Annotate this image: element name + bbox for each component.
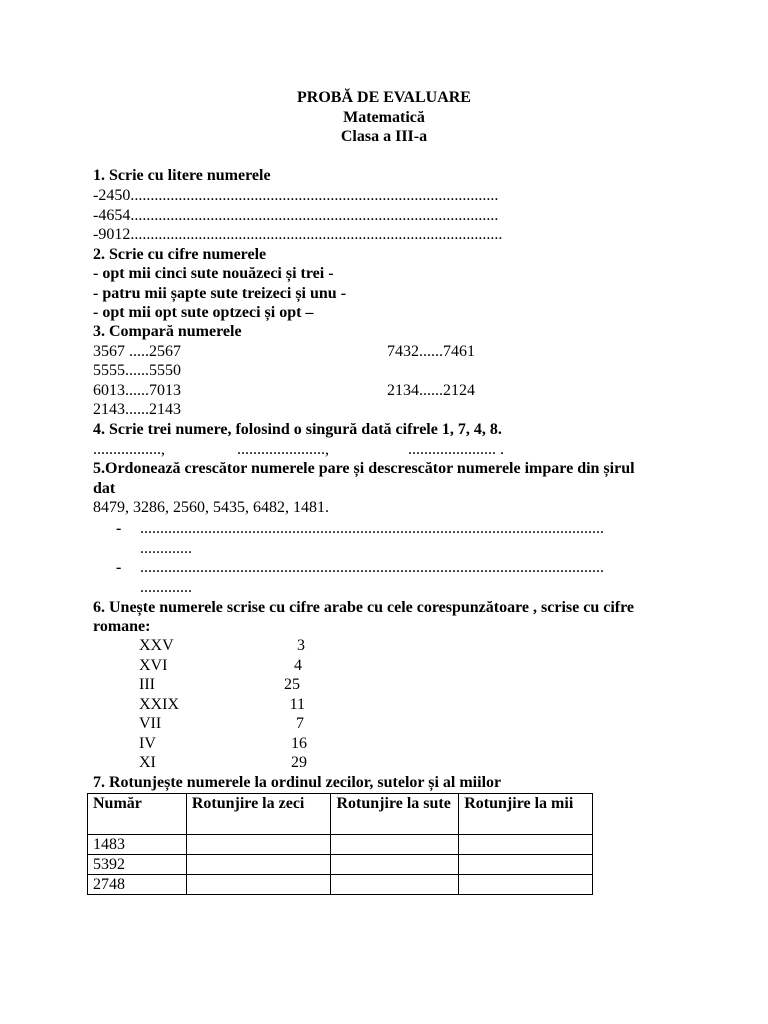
ex3-compare-item: 5555......5550 <box>93 362 181 379</box>
ex2-item: - patru mii șapte sute treizeci și unu - <box>93 285 347 302</box>
document-title: PROBĂ DE EVALUARE <box>297 89 471 106</box>
ex4-blank: ......................, <box>237 441 329 458</box>
ex1-item: -9012............................................................................................. <box>93 226 503 243</box>
column-header: Număr <box>88 794 187 835</box>
roman-numeral: IV <box>139 735 156 752</box>
ex4-blank: ...................... . <box>408 441 504 458</box>
roman-numeral: VII <box>139 715 162 732</box>
table-row <box>88 835 593 855</box>
ex7-prompt: 7. Rotunjește numerele la ordinul zecilor, sutelor și al miilor <box>93 774 502 791</box>
table-row <box>88 855 593 875</box>
arabic-number: 29 <box>291 754 307 771</box>
roman-numeral: XXIX <box>139 696 179 713</box>
answer-cell[interactable] <box>459 875 593 895</box>
roman-numeral: XXV <box>139 637 174 654</box>
rounding-table <box>87 793 593 895</box>
ex1-item: -2450............................................................................................ <box>93 187 499 204</box>
answer-cell[interactable] <box>331 835 459 855</box>
ex5-answer-line: .................................................................................................................... <box>140 559 604 576</box>
column-header: Rotunjire la zeci <box>186 794 331 835</box>
ex4-prompt: 4. Scrie trei numere, folosind o singură dată cifrele 1, 7, 4, 8. <box>93 421 502 438</box>
answer-cell[interactable] <box>459 835 593 855</box>
arabic-number: 11 <box>289 696 305 713</box>
column-header: Rotunjire la sute <box>331 794 459 835</box>
roman-numeral: XI <box>139 754 156 771</box>
arabic-number: 7 <box>296 715 304 732</box>
ex5-answer-line: ............. <box>140 579 192 596</box>
bullet-marker: - <box>116 559 122 576</box>
arabic-number: 25 <box>284 676 300 693</box>
arabic-number: 16 <box>291 735 307 752</box>
ex5-answer-line: .................................................................................................................... <box>140 520 604 537</box>
ex6-prompt-continued: romane: <box>93 618 151 635</box>
roman-numeral: III <box>139 676 155 693</box>
ex2-item: - opt mii cinci sute nouăzeci și trei - <box>93 265 334 282</box>
ex3-compare-item: 6013......7013 <box>93 382 181 399</box>
roman-numeral: XVI <box>139 657 168 674</box>
answer-cell[interactable] <box>459 855 593 875</box>
document-grade: Clasa a III-a <box>340 128 428 145</box>
ex2-item: - opt mii opt sute optzeci și opt – <box>93 304 314 321</box>
bullet-marker: - <box>116 520 122 537</box>
answer-cell[interactable] <box>186 875 331 895</box>
ex3-compare-item: 2143......2143 <box>93 401 181 418</box>
ex1-prompt: 1. Scrie cu litere numerele <box>93 167 271 184</box>
number-cell: 5392 <box>88 855 187 875</box>
ex3-compare-item: 2134......2124 <box>387 382 475 399</box>
number-cell: 1483 <box>88 835 187 855</box>
answer-cell[interactable] <box>331 875 459 895</box>
ex3-compare-item: 3567 .....2567 <box>93 343 181 360</box>
ex5-prompt-continued: dat <box>93 480 116 497</box>
ex3-prompt: 3. Compară numerele <box>93 323 242 340</box>
ex5-prompt: 5.Ordonează crescător numerele pare și descrescător numerele impare din șirul <box>93 460 635 477</box>
ex5-number-sequence: 8479, 3286, 2560, 5435, 6482, 1481. <box>93 499 329 516</box>
arabic-number: 4 <box>294 657 302 674</box>
answer-cell[interactable] <box>331 855 459 875</box>
document-subject: Matematică <box>343 109 425 126</box>
ex5-answer-line: ............. <box>140 540 192 557</box>
arabic-number: 3 <box>297 637 305 654</box>
ex4-blank: ................., <box>93 441 165 458</box>
number-cell: 2748 <box>88 875 187 895</box>
column-header: Rotunjire la mii <box>459 794 593 835</box>
table-row <box>88 875 593 895</box>
ex1-item: -4654............................................................................................ <box>93 207 499 224</box>
ex3-compare-item: 7432......7461 <box>387 343 475 360</box>
ex6-prompt: 6. Unește numerele scrise cu cifre arabe cu cele corespunzătoare , scrise cu cifre <box>93 599 635 616</box>
answer-cell[interactable] <box>186 835 331 855</box>
answer-cell[interactable] <box>186 855 331 875</box>
table-header-row <box>88 794 593 835</box>
ex2-prompt: 2. Scrie cu cifre numerele <box>93 246 267 263</box>
